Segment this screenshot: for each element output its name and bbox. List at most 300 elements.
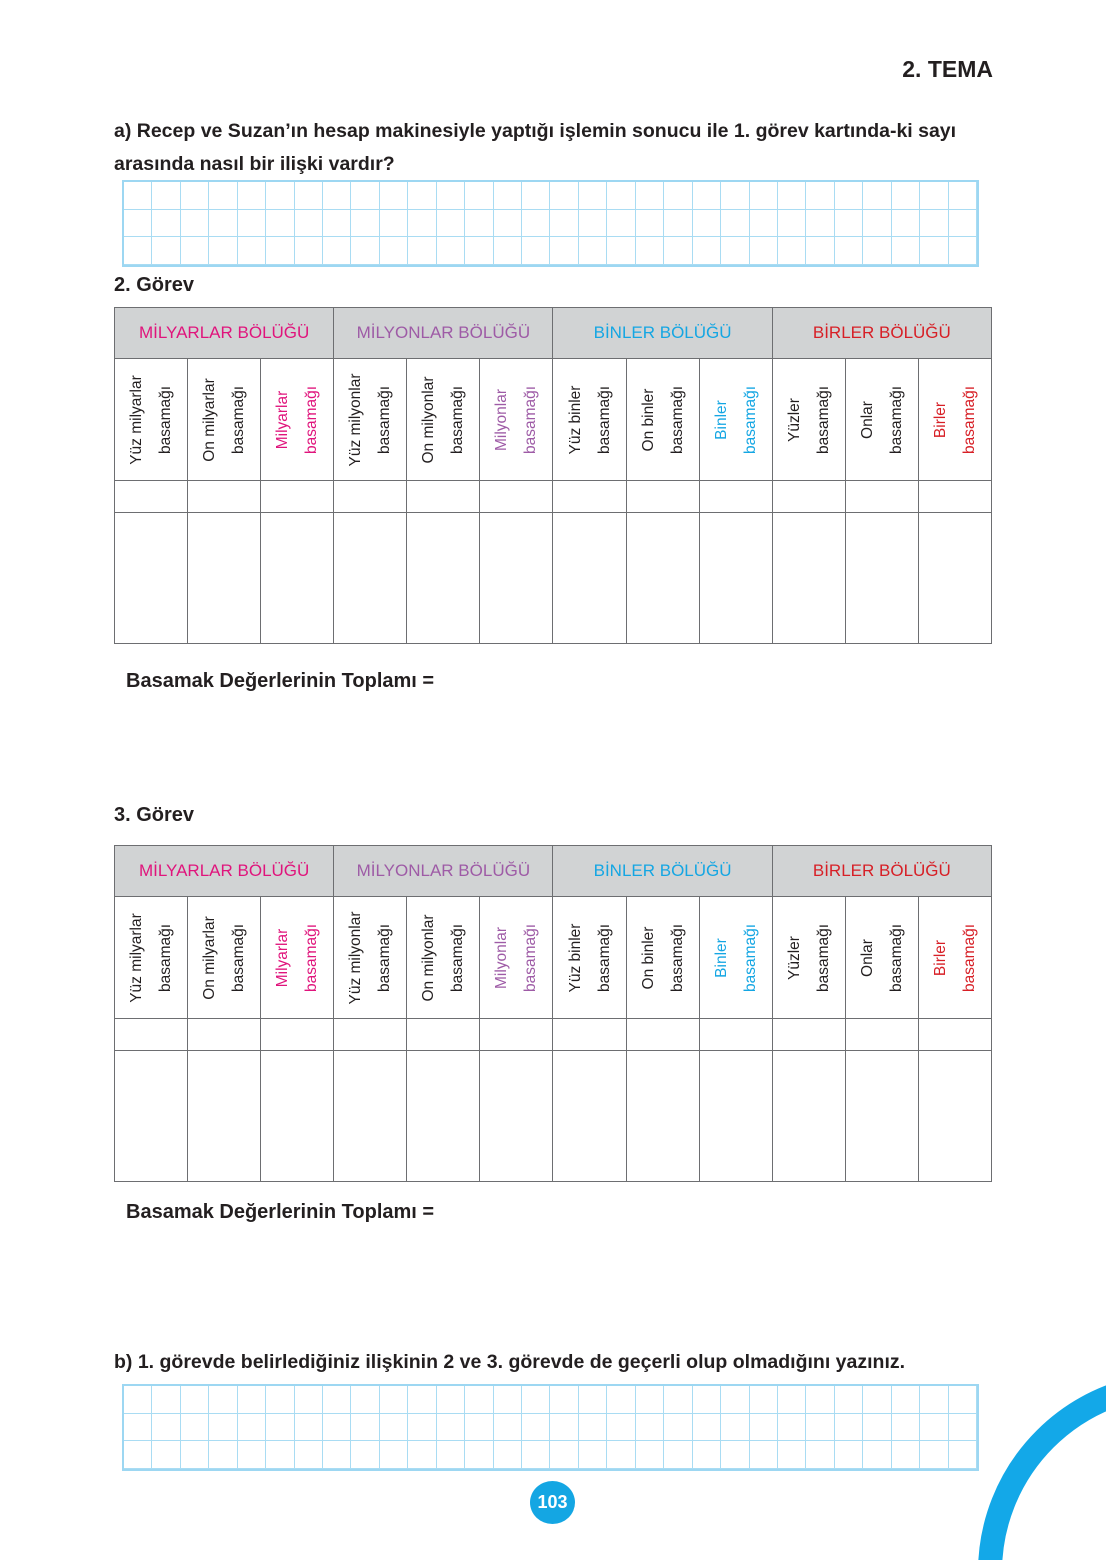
grid-cell[interactable] <box>437 237 465 265</box>
grid-cell[interactable] <box>778 182 806 210</box>
digit-cell[interactable] <box>772 481 845 513</box>
grid-cell[interactable] <box>636 237 664 265</box>
grid-cell[interactable] <box>209 1414 237 1442</box>
grid-cell[interactable] <box>550 1441 578 1469</box>
grid-cell[interactable] <box>522 1386 550 1414</box>
column-label-line2: basamağı <box>157 923 175 992</box>
column-label-line1: Milyonlar <box>493 926 511 989</box>
column-header <box>918 359 991 481</box>
grid-cell[interactable] <box>238 1441 266 1469</box>
value-cell[interactable] <box>407 513 480 644</box>
grid-cell[interactable] <box>835 1441 863 1469</box>
grid-cell[interactable] <box>806 1386 834 1414</box>
grid-cell[interactable] <box>664 1441 692 1469</box>
digit-cell[interactable] <box>699 1019 772 1051</box>
grid-cell[interactable] <box>238 1414 266 1442</box>
column-label-line2: basamağı <box>376 385 394 454</box>
column-label-line1: Binler <box>712 399 730 440</box>
grid-cell[interactable] <box>152 182 180 210</box>
digit-cell[interactable] <box>480 1019 553 1051</box>
grid-cell[interactable] <box>863 1441 891 1469</box>
value-cell[interactable] <box>553 513 626 644</box>
grid-cell[interactable] <box>721 210 749 238</box>
grid-cell[interactable] <box>351 1441 379 1469</box>
value-cell[interactable] <box>480 513 553 644</box>
grid-cell[interactable] <box>636 182 664 210</box>
grid-cell[interactable] <box>579 1414 607 1442</box>
column-label-line2: basamağı <box>887 385 905 454</box>
grid-cell[interactable] <box>181 182 209 210</box>
grid-cell[interactable] <box>465 237 493 265</box>
column-header <box>553 897 626 1019</box>
grid-cell[interactable] <box>238 237 266 265</box>
column-label-line1: Milyonlar <box>493 388 511 451</box>
grid-cell[interactable] <box>778 1414 806 1442</box>
grid-cell[interactable] <box>437 182 465 210</box>
grid-cell[interactable] <box>778 1386 806 1414</box>
grid-cell[interactable] <box>238 1386 266 1414</box>
grid-cell[interactable] <box>721 1414 749 1442</box>
grid-cell[interactable] <box>380 237 408 265</box>
grid-cell[interactable] <box>892 1441 920 1469</box>
grid-cell[interactable] <box>124 1441 152 1469</box>
grid-cell[interactable] <box>920 182 948 210</box>
column-header <box>845 359 918 481</box>
column-label-line2: basamağı <box>303 923 321 992</box>
grid-cell[interactable] <box>323 1414 351 1442</box>
column-header <box>626 359 699 481</box>
column-label-line1: Milyarlar <box>274 390 292 449</box>
digit-cell[interactable] <box>699 481 772 513</box>
digit-cell[interactable] <box>188 1019 261 1051</box>
column-label-line1: Yüzler <box>785 397 803 442</box>
column-label-line2: basamağı <box>595 385 613 454</box>
column-label-line2: basamağı <box>303 385 321 454</box>
grid-cell[interactable] <box>664 1414 692 1442</box>
digit-cell[interactable] <box>845 481 918 513</box>
value-cell[interactable] <box>407 1051 480 1182</box>
grid-cell[interactable] <box>465 182 493 210</box>
grid-cell[interactable] <box>494 237 522 265</box>
grid-cell[interactable] <box>806 1414 834 1442</box>
grid-cell[interactable] <box>408 1386 436 1414</box>
column-label-line2: basamağı <box>230 385 248 454</box>
value-cell[interactable] <box>480 1051 553 1182</box>
grid-cell[interactable] <box>949 182 977 210</box>
grid-cell[interactable] <box>607 237 635 265</box>
grid-cell[interactable] <box>380 182 408 210</box>
column-label-line1: Yüz milyonlar <box>347 372 365 467</box>
grid-cell[interactable] <box>949 210 977 238</box>
column-label-line2: basamağı <box>595 923 613 992</box>
grid-cell[interactable] <box>693 1441 721 1469</box>
grid-cell[interactable] <box>806 237 834 265</box>
grid-cell[interactable] <box>863 237 891 265</box>
column-label-line2: basamağı <box>230 923 248 992</box>
column-label-line2: basamağı <box>376 923 394 992</box>
column-label-line2: basamağı <box>449 385 467 454</box>
grid-cell[interactable] <box>607 210 635 238</box>
sum-label-task-2: Basamak Değerlerinin Toplamı = <box>126 670 435 692</box>
grid-cell[interactable] <box>266 237 294 265</box>
column-label-line1: On milyarlar <box>201 915 219 1000</box>
grid-cell[interactable] <box>181 1386 209 1414</box>
column-label-line2: basamağı <box>522 923 540 992</box>
grid-cell[interactable] <box>863 210 891 238</box>
column-header <box>261 897 334 1019</box>
grid-cell[interactable] <box>664 237 692 265</box>
grid-cell[interactable] <box>892 1386 920 1414</box>
value-cell[interactable] <box>918 1051 991 1182</box>
digit-cell[interactable] <box>334 1019 407 1051</box>
sum-label-task-3: Basamak Değerlerinin Toplamı = <box>126 1201 435 1223</box>
column-header <box>407 897 480 1019</box>
column-header <box>480 897 553 1019</box>
grid-cell[interactable] <box>152 237 180 265</box>
grid-cell[interactable] <box>408 237 436 265</box>
grid-cell[interactable] <box>152 1414 180 1442</box>
digit-cell[interactable] <box>480 481 553 513</box>
grid-cell[interactable] <box>607 182 635 210</box>
grid-cell[interactable] <box>949 1414 977 1442</box>
digit-cell[interactable] <box>918 1019 991 1051</box>
grid-cell[interactable] <box>778 210 806 238</box>
grid-cell[interactable] <box>323 1441 351 1469</box>
digit-cell[interactable] <box>334 481 407 513</box>
grid-cell[interactable] <box>152 1386 180 1414</box>
grid-cell[interactable] <box>721 182 749 210</box>
task-3-title: 3. Görev <box>114 804 195 826</box>
value-cell[interactable] <box>334 1051 407 1182</box>
column-label-line2: basamağı <box>814 923 832 992</box>
column-label-line2: basamağı <box>960 385 978 454</box>
grid-cell[interactable] <box>209 210 237 238</box>
task-2-title: 2. Görev <box>114 274 195 296</box>
grid-cell[interactable] <box>920 237 948 265</box>
grid-cell[interactable] <box>295 1441 323 1469</box>
grid-cell[interactable] <box>636 1414 664 1442</box>
column-label-line2: basamağı <box>157 385 175 454</box>
grid-cell[interactable] <box>750 1441 778 1469</box>
grid-cell[interactable] <box>550 210 578 238</box>
grid-cell[interactable] <box>152 1441 180 1469</box>
grid-cell[interactable] <box>579 182 607 210</box>
grid-cell[interactable] <box>295 1414 323 1442</box>
column-label-line1: On binler <box>639 926 657 989</box>
grid-cell[interactable] <box>920 210 948 238</box>
grid-cell[interactable] <box>778 1441 806 1469</box>
grid-cell[interactable] <box>152 210 180 238</box>
question-b: b) 1. görevde belirlediğiniz ilişkinin 2 ve 3. görevde de geçerli olup olmadığını yazınız. <box>114 1351 906 1373</box>
grid-cell[interactable] <box>550 237 578 265</box>
column-label-line1: Birler <box>931 401 949 438</box>
grid-cell[interactable] <box>124 182 152 210</box>
grid-cell[interactable] <box>408 1414 436 1442</box>
grid-cell[interactable] <box>778 237 806 265</box>
decorative-arc <box>978 1372 1106 1560</box>
grid-cell[interactable] <box>266 182 294 210</box>
grid-cell[interactable] <box>607 1414 635 1442</box>
grid-cell[interactable] <box>750 182 778 210</box>
grid-cell[interactable] <box>693 210 721 238</box>
digit-cell[interactable] <box>261 481 334 513</box>
grid-cell[interactable] <box>721 237 749 265</box>
value-cell[interactable] <box>553 1051 626 1182</box>
grid-cell[interactable] <box>693 1386 721 1414</box>
value-cell[interactable] <box>115 513 188 644</box>
grid-cell[interactable] <box>863 1414 891 1442</box>
column-label-line1: Yüz milyarlar <box>128 374 146 465</box>
column-label-line1: On milyonlar <box>420 376 438 463</box>
grid-cell[interactable] <box>664 210 692 238</box>
grid-cell[interactable] <box>181 1441 209 1469</box>
grid-cell[interactable] <box>920 1386 948 1414</box>
column-label-line1: Yüzler <box>785 935 803 980</box>
grid-cell[interactable] <box>124 1386 152 1414</box>
digit-cell[interactable] <box>553 481 626 513</box>
column-label-line1: Yüz milyonlar <box>347 910 365 1005</box>
digit-cell[interactable] <box>115 481 188 513</box>
grid-cell[interactable] <box>437 210 465 238</box>
grid-cell[interactable] <box>750 1414 778 1442</box>
grid-cell[interactable] <box>863 182 891 210</box>
grid-cell[interactable] <box>351 182 379 210</box>
grid-cell[interactable] <box>550 182 578 210</box>
page-number: 103 <box>530 1481 575 1524</box>
column-header <box>334 359 407 481</box>
grid-cell[interactable] <box>835 1414 863 1442</box>
grid-cell[interactable] <box>550 1386 578 1414</box>
digit-cell[interactable] <box>407 481 480 513</box>
grid-cell[interactable] <box>607 1441 635 1469</box>
grid-cell[interactable] <box>494 1386 522 1414</box>
value-cell[interactable] <box>699 1051 772 1182</box>
digit-cell[interactable] <box>626 481 699 513</box>
grid-cell[interactable] <box>465 1441 493 1469</box>
column-header <box>261 359 334 481</box>
column-header <box>626 897 699 1019</box>
column-label-line2: basamağı <box>449 923 467 992</box>
grid-cell[interactable] <box>209 237 237 265</box>
grid-cell[interactable] <box>949 237 977 265</box>
grid-cell[interactable] <box>664 1386 692 1414</box>
grid-cell[interactable] <box>892 210 920 238</box>
grid-cell[interactable] <box>494 1441 522 1469</box>
grid-cell[interactable] <box>323 1386 351 1414</box>
grid-cell[interactable] <box>351 210 379 238</box>
grid-cell[interactable] <box>522 237 550 265</box>
grid-cell[interactable] <box>124 1414 152 1442</box>
grid-cell[interactable] <box>465 210 493 238</box>
column-label-line2: basamağı <box>741 923 759 992</box>
column-label-line1: On milyarlar <box>201 377 219 462</box>
column-header <box>845 897 918 1019</box>
column-label-line2: basamağı <box>741 385 759 454</box>
grid-cell[interactable] <box>806 210 834 238</box>
grid-cell[interactable] <box>323 210 351 238</box>
digit-cell[interactable] <box>626 1019 699 1051</box>
grid-cell[interactable] <box>636 1386 664 1414</box>
grid-cell[interactable] <box>522 1414 550 1442</box>
grid-cell[interactable] <box>295 237 323 265</box>
grid-cell[interactable] <box>266 1441 294 1469</box>
grid-cell[interactable] <box>266 210 294 238</box>
grid-cell[interactable] <box>295 210 323 238</box>
grid-cell[interactable] <box>835 182 863 210</box>
grid-cell[interactable] <box>380 1386 408 1414</box>
grid-cell[interactable] <box>295 1386 323 1414</box>
place-value-table-task-3 <box>114 845 992 1182</box>
digit-cell[interactable] <box>115 1019 188 1051</box>
grid-cell[interactable] <box>465 1414 493 1442</box>
grid-cell[interactable] <box>408 1441 436 1469</box>
digit-cell[interactable] <box>407 1019 480 1051</box>
grid-cell[interactable] <box>607 1386 635 1414</box>
value-cell[interactable] <box>772 1051 845 1182</box>
grid-cell[interactable] <box>750 210 778 238</box>
group-header: MİLYARLAR BÖLÜĞÜ <box>115 308 334 359</box>
grid-cell[interactable] <box>522 210 550 238</box>
grid-cell[interactable] <box>835 1386 863 1414</box>
grid-cell[interactable] <box>209 182 237 210</box>
value-cell[interactable] <box>626 1051 699 1182</box>
value-cell[interactable] <box>699 513 772 644</box>
value-cell[interactable] <box>845 513 918 644</box>
grid-cell[interactable] <box>408 210 436 238</box>
grid-cell[interactable] <box>806 1441 834 1469</box>
grid-cell[interactable] <box>949 1441 977 1469</box>
grid-cell[interactable] <box>323 182 351 210</box>
value-cell[interactable] <box>772 513 845 644</box>
column-label-line2: basamağı <box>668 923 686 992</box>
column-label-line1: Birler <box>931 939 949 976</box>
grid-cell[interactable] <box>266 1386 294 1414</box>
grid-cell[interactable] <box>494 1414 522 1442</box>
grid-cell[interactable] <box>181 210 209 238</box>
value-cell[interactable] <box>115 1051 188 1182</box>
grid-cell[interactable] <box>835 237 863 265</box>
column-label-line1: Onlar <box>858 400 876 439</box>
column-label-line1: Onlar <box>858 938 876 977</box>
grid-cell[interactable] <box>920 1414 948 1442</box>
grid-cell[interactable] <box>380 210 408 238</box>
grid-cell[interactable] <box>636 210 664 238</box>
digit-cell[interactable] <box>845 1019 918 1051</box>
theme-title: 2. TEMA <box>902 56 993 82</box>
grid-cell[interactable] <box>949 1386 977 1414</box>
grid-cell[interactable] <box>750 237 778 265</box>
value-cell[interactable] <box>626 513 699 644</box>
grid-cell[interactable] <box>892 1414 920 1442</box>
grid-cell[interactable] <box>693 237 721 265</box>
value-cell[interactable] <box>188 1051 261 1182</box>
column-header <box>772 359 845 481</box>
grid-cell[interactable] <box>892 237 920 265</box>
column-header <box>480 359 553 481</box>
grid-cell[interactable] <box>522 182 550 210</box>
grid-cell[interactable] <box>181 1414 209 1442</box>
grid-cell[interactable] <box>380 1414 408 1442</box>
digit-cell[interactable] <box>188 481 261 513</box>
grid-cell[interactable] <box>721 1441 749 1469</box>
grid-cell[interactable] <box>437 1414 465 1442</box>
grid-cell[interactable] <box>522 1441 550 1469</box>
grid-cell[interactable] <box>437 1441 465 1469</box>
value-cell[interactable] <box>845 1051 918 1182</box>
column-label-line1: Yüz binler <box>566 385 584 454</box>
grid-cell[interactable] <box>266 1414 294 1442</box>
column-header <box>188 897 261 1019</box>
digit-cell[interactable] <box>553 1019 626 1051</box>
value-cell[interactable] <box>334 513 407 644</box>
grid-cell[interactable] <box>437 1386 465 1414</box>
grid-cell[interactable] <box>408 182 436 210</box>
grid-cell[interactable] <box>750 1386 778 1414</box>
grid-cell[interactable] <box>238 210 266 238</box>
grid-cell[interactable] <box>124 237 152 265</box>
column-header <box>918 897 991 1019</box>
grid-cell[interactable] <box>209 1441 237 1469</box>
grid-cell[interactable] <box>209 1386 237 1414</box>
grid-cell[interactable] <box>181 237 209 265</box>
digit-cell[interactable] <box>772 1019 845 1051</box>
value-cell[interactable] <box>188 513 261 644</box>
answer-grid-b[interactable] <box>122 1384 979 1471</box>
grid-cell[interactable] <box>351 1386 379 1414</box>
group-header: BİNLER BÖLÜĞÜ <box>553 308 772 359</box>
grid-cell[interactable] <box>636 1441 664 1469</box>
grid-cell[interactable] <box>351 237 379 265</box>
grid-cell[interactable] <box>295 182 323 210</box>
column-header <box>699 359 772 481</box>
grid-cell[interactable] <box>465 1386 493 1414</box>
grid-cell[interactable] <box>494 210 522 238</box>
grid-cell[interactable] <box>124 210 152 238</box>
column-label-line1: Milyarlar <box>274 928 292 987</box>
value-cell[interactable] <box>918 513 991 644</box>
grid-cell[interactable] <box>693 1414 721 1442</box>
grid-cell[interactable] <box>579 237 607 265</box>
grid-cell[interactable] <box>863 1386 891 1414</box>
column-header <box>188 359 261 481</box>
grid-cell[interactable] <box>579 210 607 238</box>
value-cell[interactable] <box>261 513 334 644</box>
grid-cell[interactable] <box>238 182 266 210</box>
digit-cell[interactable] <box>261 1019 334 1051</box>
grid-cell[interactable] <box>579 1441 607 1469</box>
column-label-line2: basamağı <box>522 385 540 454</box>
grid-cell[interactable] <box>892 182 920 210</box>
grid-cell[interactable] <box>323 237 351 265</box>
value-cell[interactable] <box>261 1051 334 1182</box>
grid-cell[interactable] <box>579 1386 607 1414</box>
grid-cell[interactable] <box>494 182 522 210</box>
grid-cell[interactable] <box>664 182 692 210</box>
column-header <box>115 897 188 1019</box>
grid-cell[interactable] <box>721 1386 749 1414</box>
answer-grid-a[interactable] <box>122 180 979 267</box>
grid-cell[interactable] <box>351 1414 379 1442</box>
grid-cell[interactable] <box>693 182 721 210</box>
grid-cell[interactable] <box>920 1441 948 1469</box>
group-header: MİLYARLAR BÖLÜĞÜ <box>115 846 334 897</box>
grid-cell[interactable] <box>806 182 834 210</box>
column-header <box>772 897 845 1019</box>
digit-cell[interactable] <box>918 481 991 513</box>
grid-cell[interactable] <box>380 1441 408 1469</box>
grid-cell[interactable] <box>835 210 863 238</box>
grid-cell[interactable] <box>550 1414 578 1442</box>
